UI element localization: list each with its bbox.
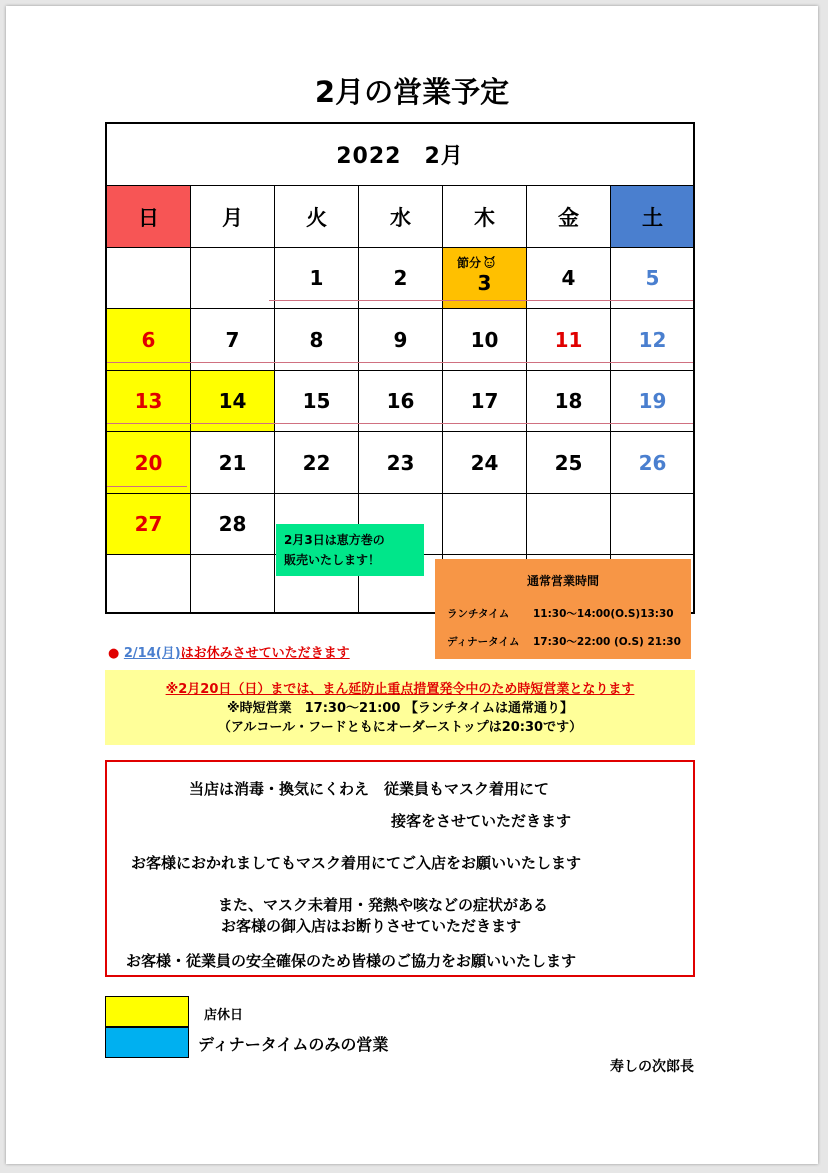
period-line (269, 300, 693, 301)
day-cell (191, 555, 275, 614)
legend-closed-swatch (105, 996, 189, 1027)
day-cell (443, 494, 527, 555)
weekday-wed: 水 (359, 186, 443, 248)
lunch-label: ランチタイム (447, 608, 510, 620)
closed-date: 2/14(月) (123, 646, 181, 661)
weekday-fri: 金 (527, 186, 611, 248)
ehoumaki-note (276, 524, 424, 576)
setsubun-label (457, 254, 496, 271)
period-line (107, 362, 693, 363)
day-cell: 24 (443, 432, 527, 494)
day-cell-saturday: 12 (611, 309, 695, 371)
bullet-icon: ● (108, 646, 120, 661)
day-cell: 25 (527, 432, 611, 494)
ehoumaki-note-line1: 2月3日は恵方巻の (284, 533, 385, 547)
day-cell: 21 (191, 432, 275, 494)
dinner-time: 17:30～22:00 (O.S) 21:30 (533, 636, 681, 648)
calendar-header: 2022 2月 (107, 124, 693, 186)
weekday-mon: 月 (191, 186, 275, 248)
covid-notice (105, 760, 695, 977)
day-cell-closed: 13 (107, 371, 191, 432)
day-cell-saturday: 26 (611, 432, 695, 494)
weekday-thu: 木 (443, 186, 527, 248)
period-line (107, 486, 187, 487)
day-cell-saturday: 19 (611, 371, 695, 432)
day-cell: 1 (275, 248, 359, 309)
business-hours-box (435, 559, 691, 659)
day-cell (527, 494, 611, 555)
dinner-label: ディナータイム (447, 636, 520, 648)
closed-day-note (108, 642, 350, 661)
notice-line2: ※時短営業 17:30～21:00 【ランチタイムは通常通り】 (226, 701, 573, 716)
day-cell: 4 (527, 248, 611, 309)
day-cell-closed: 20 (107, 432, 191, 494)
day-cell: 22 (275, 432, 359, 494)
page-title: 2月の営業予定 (314, 75, 510, 109)
covid-line1: 当店は消毒・換気にくわえ 従業員もマスク着用にて (189, 780, 550, 798)
weekday-sat: 土 (611, 186, 695, 248)
page (6, 6, 818, 1164)
covid-line4: また、マスク未着用・発熱や咳などの症状がある (218, 896, 549, 914)
legend-dinner-label: ディナータイムのみの営業 (198, 1035, 389, 1054)
day-cell: 2 (359, 248, 443, 309)
day-cell: 10 (443, 309, 527, 371)
covid-line2: 接客をさせていただきます (391, 812, 572, 830)
setsubun-text: 節分 (457, 256, 482, 270)
day-cell: 18 (527, 371, 611, 432)
notice-line3: （アルコール・フードともにオーダーストップは20:30です） (217, 720, 583, 735)
day-number: 3 (477, 271, 492, 295)
shortened-hours-notice (105, 670, 695, 745)
covid-line5: お客様の御入店はお断りさせていただきます (221, 917, 522, 935)
day-cell: 16 (359, 371, 443, 432)
day-cell: 9 (359, 309, 443, 371)
day-cell: 23 (359, 432, 443, 494)
hours-title: 通常営業時間 (526, 574, 599, 588)
legend-closed-label: 店休日 (204, 1008, 244, 1023)
shop-name: 寿しの次郎長 (610, 1059, 694, 1075)
day-cell (107, 248, 191, 309)
notice-line1: ※2月20日（日）までは、まん延防止重点措置発令中のため時短営業となります (165, 682, 635, 697)
legend-dinner-swatch (105, 1027, 189, 1058)
day-cell: 8 (275, 309, 359, 371)
ehoumaki-note-line2: 販売いたします！ (284, 553, 381, 567)
day-cell-holiday: 11 (527, 309, 611, 371)
day-cell-closed: 6 (107, 309, 191, 371)
day-cell (191, 248, 275, 309)
day-cell: 15 (275, 371, 359, 432)
lunch-time: 11:30～14:00(O.S)13:30 (533, 608, 674, 620)
day-cell (611, 494, 695, 555)
day-cell-saturday: 5 (611, 248, 695, 309)
period-line (107, 423, 693, 424)
weekday-sun: 日 (107, 186, 191, 248)
day-cell: 17 (443, 371, 527, 432)
day-cell: 28 (191, 494, 275, 555)
day-cell (107, 555, 191, 614)
day-cell-closed: 14 (191, 371, 275, 432)
covid-line6: お客様・従業員の安全確保のため皆様のご協力をお願いいたします (126, 952, 577, 970)
oni-icon (483, 256, 496, 268)
closed-text: はお休みさせていただきます (180, 646, 350, 661)
day-cell: 7 (191, 309, 275, 371)
covid-line3: お客様におかれましてもマスク着用にてご入店をお願いいたします (131, 854, 582, 872)
weekday-tue: 火 (275, 186, 359, 248)
day-cell-closed: 27 (107, 494, 191, 555)
